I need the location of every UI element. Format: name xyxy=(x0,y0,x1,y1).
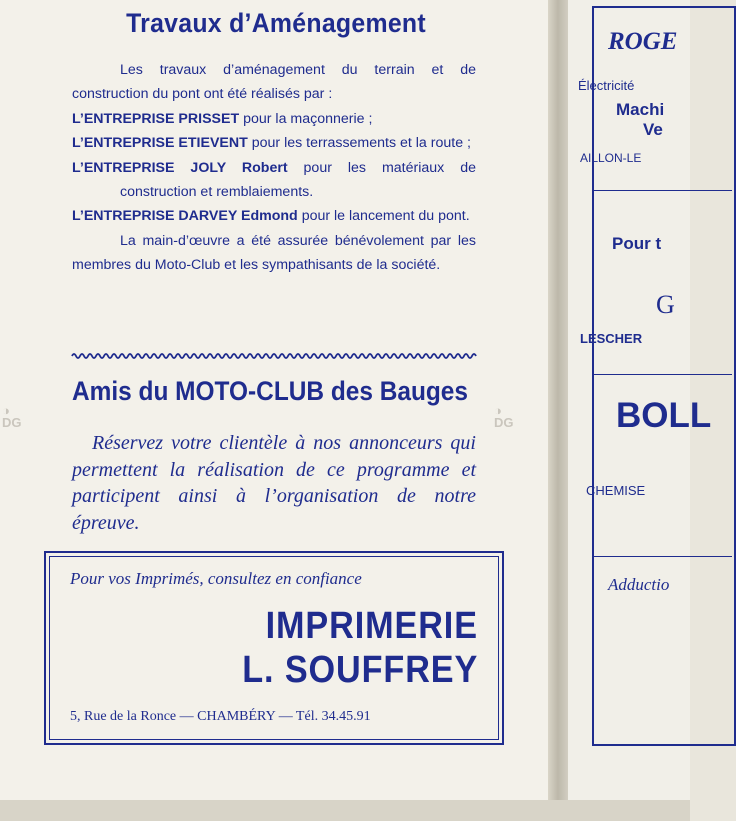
book-gutter xyxy=(548,0,570,821)
entry-text: pour la maçonnerie ; xyxy=(243,110,373,127)
club-message xyxy=(72,430,476,536)
right-fragment: Ve xyxy=(643,120,663,139)
entry-text: pour les terrassements et la route ; xyxy=(251,135,471,152)
company-name: L’ENTREPRISE JOLY Robert xyxy=(72,159,288,176)
entry-joly xyxy=(72,156,476,205)
right-page xyxy=(568,0,712,821)
entry-etievent xyxy=(72,131,476,155)
right-divider xyxy=(592,374,732,375)
right-fragment: CHEMISE xyxy=(586,483,646,498)
ad-name-line1: IMPRIMERIE xyxy=(265,605,478,647)
company-name: L’ENTREPRISE ETIEVENT xyxy=(72,135,248,152)
closing-paragraph: La main-d’œuvre a été assurée bénévolement par les membres du Moto-Club et les sympathisants de la société. xyxy=(72,232,476,274)
watermark-logo: ◑ DG xyxy=(494,403,514,430)
company-name: L’ENTREPRISE DARVEY Edmond xyxy=(72,208,298,225)
ad-name-line2: L. SOUFFREY xyxy=(241,649,478,691)
entry-text: pour le lancement du pont. xyxy=(301,208,470,225)
entry-prisset xyxy=(72,107,476,131)
page-title: Travaux d’Aménagement xyxy=(126,8,426,38)
ad-tagline: Pour vos Imprimés, consultez en confiance xyxy=(70,569,362,588)
right-fragment: Machi xyxy=(616,100,665,119)
right-fragment: BOLL xyxy=(616,396,712,435)
right-fragment: Électricité xyxy=(578,78,635,93)
intro-paragraph: Les travaux d’aménagement du terrain et de construction du pont ont été réalisés par : xyxy=(72,62,476,103)
right-fragment: G xyxy=(656,290,675,319)
right-fragment: LESCHER xyxy=(580,331,643,346)
right-fragment: ROGE xyxy=(608,28,678,55)
right-divider xyxy=(592,190,732,191)
company-name: L’ENTREPRISE PRISSET xyxy=(72,110,240,127)
right-fragment: AILLON-LE xyxy=(580,151,642,165)
page-bottom-edge xyxy=(0,800,690,821)
printer-advertisement xyxy=(44,551,504,745)
entry-text: pour les matériaux de construction et remblaiements. xyxy=(120,159,476,201)
right-fragment: Adductio xyxy=(608,575,670,594)
ad-address: 5, Rue de la Ronce — CHAMBÉRY — Tél. 34.45.91 xyxy=(70,709,371,724)
right-divider xyxy=(592,556,732,557)
right-fragment: Pour t xyxy=(612,234,662,253)
works-text xyxy=(72,58,476,278)
entry-darvey xyxy=(72,204,476,228)
wavy-divider xyxy=(72,352,476,360)
club-message-text: Réservez votre clientèle à nos annonceurs qui permettent la réalisation de ce programme et participent ainsi à l’organisation de notre épreuve. xyxy=(72,432,476,534)
club-heading: Amis du MOTO-CLUB des Bauges xyxy=(72,376,468,406)
watermark-logo: ◑ DG xyxy=(2,403,22,430)
